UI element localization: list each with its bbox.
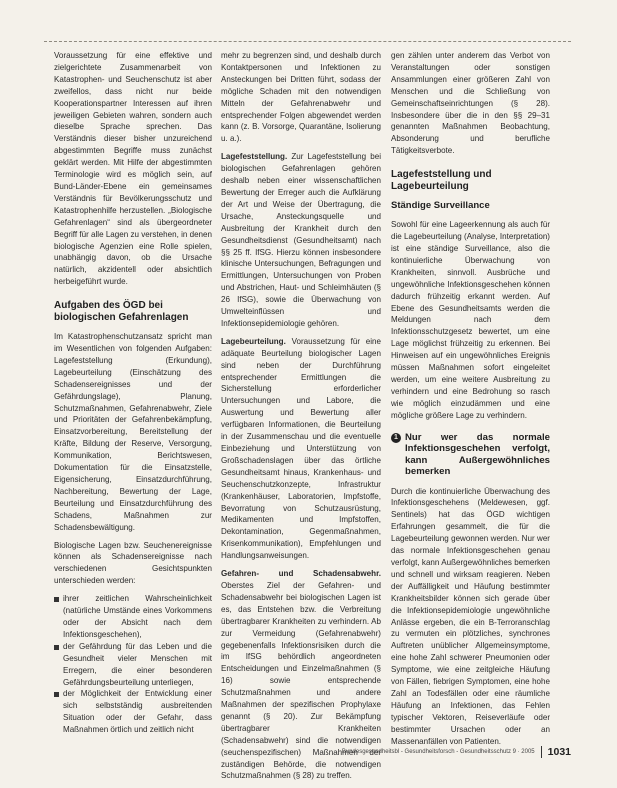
lagebeurteilung-label: Lagebeurteilung. xyxy=(221,336,286,346)
col1-tasks-paragraph: Im Katastrophenschutzansatz spricht man im Wesentlichen von folgenden Aufgaben: Lagefeststellung (Erkundung), Lagebeurteilung (Einschätzung des Schadensereignisses und der Gefährdungslage), Planung, Schutzmaßnahmen, Gefahrenabwehr, Ziele und Prioritäten der Gefahrenbekämpfung, Einsatzvorbereitung, Bereitstellung der Kräfte, Bildung der Reserve, Versorgung, Kommunikation, Berichtswesen, Dokumentation für die Einsatzstelle, Eigensicherung, Einsatzdurchführung, Nachbereitung, Bewertung der Lage, Beurteilung und Einsatzdurchführung des Schadens, Maßnahmen zur Schadensbewältigung. xyxy=(54,332,212,532)
lagefeststellung-label: Lagefeststellung. xyxy=(221,152,288,162)
lagebeurteilung-paragraph xyxy=(221,336,381,562)
footer-divider xyxy=(541,746,542,758)
column-middle xyxy=(221,50,381,788)
page-footer xyxy=(342,746,571,758)
page-number: 1031 xyxy=(547,746,571,758)
lagefeststellung-paragraph xyxy=(221,151,381,330)
col2-intro-paragraph: mehr zu begrenzen sind, und deshalb durch Kontaktpersonen und Infektionen zu Ansteckungen bei Dritten führt, sodass der mögliche Schaden mit den notwendigen Mitteln der Gefahrenabwehr und entsprechender Folgen abgewendet werden kann (z. B. Vorsorge, Quarantäne, Isolierung u. a.). xyxy=(221,51,381,144)
section-heading-oegd-tasks: Aufgaben des ÖGD bei biologischen Gefahrenlagen xyxy=(54,300,189,324)
lagefeststellung-text: Zur Lagefeststellung bei biologischen Gefahrenlagen gehören deshalb neben einer wissenschaftlichen Bewertung der Erreger auch die Aufklärung der Art und Weise der Übertragung, die Ursache, Ansteckungsquelle und Ausbreitung der Krankheit durch den Gesundheitsdienst (Gesundheitsamt) nach §§ 25 ff. IfSG. Hierzu können insbesondere klinische Untersuchungen, Befragungen und Ermittlungen, Untersuchungen von Proben und Abstrichen, Haut- und Schleimhäuten (§ 26 IfSG), sowie die Überwachung von Umwelteinflüssen und Infektionsepidemiologie gehören. xyxy=(221,152,381,328)
journal-citation: Bundesgesundheitsbl - Gesundheitsforsch - Gesundheitsschutz 9 · 2005 xyxy=(341,749,535,755)
col3-closing-paragraph: Durch die kontinuierliche Überwachung des Infektionsgeschehens (Meldewesen, ggf. Sentinels) hat das ÖGD wichtigen Erfahrungen gesammelt, die für die Lagebeurteilung gewonnen werden. Nur wer das normale Infektionsgeschehen genau verfolgt, kann Außergewöhnliches bemerken und schnell und wirksam reagieren. Neben der Auffälligkeit und Häufung bestimmter Krankheitsbilder können sich gerade über die Infektionsepidemiologie ungewöhnliche Anlässe ergeben, die ein B-Terroranschlag zu vermuten ein plötzliches, synchrones Auftreten unüblicher Allgemeinsymptome, eine hohe Zahl schwerer Pneumonien oder Symptome, wie eine zeitgleiche Häufung von Fällen, fiebrigen Symptomen, eine hohe Zahl an Todesfällen oder eine räumliche Häufung an Infektionen, das Fehlen typischer Vektoren, Reiseverläufe oder bestimmter Ursachen oder an Massenanfällen von Patienten. xyxy=(391,486,550,746)
bullet-item: der Möglichkeit der Entwicklung einer sich selbstständig ausbreitenden Situation oder der Gefahr, dass Maßnahmen örtlich und zeitlich nicht xyxy=(54,688,212,736)
top-rule xyxy=(44,41,571,42)
number-badge-icon: 1 xyxy=(391,433,401,443)
gefahrenabwehr-label: Gefahren- und Schadensabwehr. xyxy=(221,569,381,579)
bullet-item: der Gefährdung für das Leben und die Gesundheit vieler Menschen mit Erregern, die einer besonderen Gefährdungsbeurteilung unterliegen, xyxy=(54,641,212,689)
section-heading-lagefeststellung: Lagefeststellung und Lagebeurteilung xyxy=(391,169,492,193)
subheading-surveillance: Ständige Surveillance xyxy=(391,200,490,212)
callout-text: Nur wer das normale Infektionsgeschehen verfolgt, kann Außergewöhnliches bemerken xyxy=(405,431,550,478)
lagebeurteilung-text: Voraussetzung für eine adäquate Beurteilung biologischer Lagen sind neben der Durchführung entsprechender Ermittlungen die Sicherstellung erforderlicher Untersuchungen und Labore, die Auswertung und Bewertung aller verfügbaren Informationen, die Beurteilung in der Zusammenschau und die eventuelle Einbeziehung und Unterstützung von Großschadenslagen über das örtliche Gesundheitsamt hinaus, Krankenhaus- und Seuchenschutzkonzepte, Infrastruktur (Krankenhäuser, Laboratorien, Impfstoffe, Bevorratung von Schutzausrüstung, Medikamenten und Impfstoffen, Dekontamination, Gegenmaßnahmen, Krisenkommunikation), Empfehlungen und Handlungsanweisungen. xyxy=(221,336,381,561)
col1-lagen-paragraph: Biologische Lagen bzw. Seuchenereignisse können als Schadensereignisse nach verschiedenen Gesichtspunkten unterschieden werden: xyxy=(54,540,212,586)
col1-intro-paragraph: Voraussetzung für eine effektive und zielgerichtete Zusammenarbeit von Katastrophen- und Seuchenschutz ist aber zweifellos, dass nicht nur beide Kooperationspartner Interessen auf ihren jeweiligen Gebieten wahren, sondern auch dieselbe Sprache sprechen. Das Verständnis dieser bisher unzureichend abgestimmten Begriffe muss zunächst geklärt werden. Mit Hilfe der abgestimmten Terminologie wird es möglich sein, auf Bund-Länder-Ebene ein gemeinsames Verständnis für Bevölkerungsschutz und Katastrophenhilfe herzustellen. „Biologische Gefahrenlagen“ sind als übergeordneter Begriff für alle Lagen zu verstehen, in denen biologische Agenzien eine Rolle spielen, unabhängig davon, ob die Ursache natürlich, akzidentell oder absichtlich herbeigeführt wurde. xyxy=(54,51,212,287)
col3-intro-paragraph: gen zählen unter anderem das Verbot von Veranstaltungen oder sonstigen Ansammlungen einer größeren Zahl von Menschen und die Schließung von Gemeinschaftseinrichtungen (§ 28). Insbesondere über die in den §§ 29–31 genannten Maßnahmen Beobachtung, Absonderung und berufliche Tätigkeitsverbote. xyxy=(391,51,550,156)
column-right xyxy=(391,50,550,754)
key-message-callout xyxy=(391,432,550,478)
criteria-bullet-list xyxy=(54,593,212,736)
surveillance-paragraph: Sowohl für eine Lageerkennung als auch für die Lagebeurteilung (Analyse, Interpretation) ist eine ständige Surveillance, also die kontinuierliche Überwachung von Krankheiten, sinnvoll. Ausbrüche und ungewöhnliche Infektionsgeschehen können dadurch frühzeitig erkannt werden. Auf Ebene des Gesundheitsamts werden die Meldungen nach dem Infektionsschutzgesetz bewertet, um eine Lage möglichst frühzeitig zu erkennen. Bei Hinweisen auf ein ungewöhnliches Ereignis müssen Maßnahmen sofort eingeleitet werden, um eine weitere Ausbreitung zu verhindern und eine Bedrohung so rasch wie möglich einzudämmen und eine mögliche größere Lage zu verhindern. xyxy=(391,220,550,420)
bullet-item: ihrer zeitlichen Wahrscheinlichkeit (natürliche Umstände eines Vorkommens oder der Absicht nach dem Infektionsgeschehen), xyxy=(54,593,212,641)
column-left xyxy=(54,50,212,736)
gefahrenabwehr-text: Oberstes Ziel der Gefahren- und Schadensabwehr bei biologischen Lagen ist es, das Entstehen bzw. die Verbreitung übertragbarer Krankheiten zu verhindern. Ab zur Vermeidung (Gefahrenabwehr) gegebenenfalls Infektionsrisiken durch die im IfSG behördlich angeordneten Entscheidungen und Einzelmaßnahmen (§ 16) sowie entsprechende Schutzmaßnahmen und andere Maßnahmen der spezifischen Prophylaxe genannt (§ 20). Zur Bekämpfung übertragbarer Krankheiten (Schadensabwehr) sind die notwendigen (seuchenspezifischen) Maßnahmen der zuständigen Behörde, die notwendigen Schutzmaßnahmen (§ 28) zu treffen. xyxy=(221,580,381,781)
